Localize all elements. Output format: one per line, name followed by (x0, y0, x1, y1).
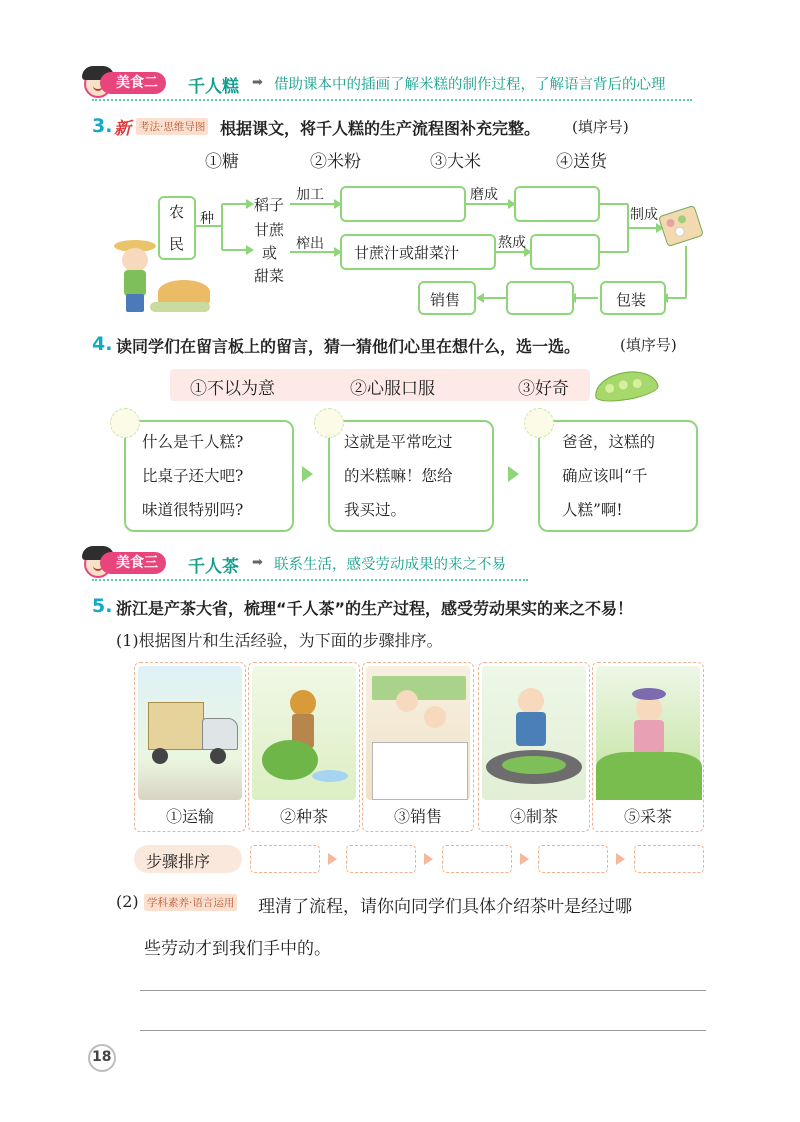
answer-line[interactable] (140, 990, 706, 991)
option-1: ①不以为意 (190, 379, 275, 399)
section-badge: 美食二 (100, 72, 166, 94)
option-4: ④送货 (556, 152, 607, 172)
answer-line[interactable] (140, 1030, 706, 1031)
pin-icon (524, 408, 554, 438)
option-3: ③好奇 (518, 379, 569, 399)
picture-planting (248, 662, 360, 832)
arrow-right-icon (508, 466, 519, 482)
message-line: 这就是平常吃过 (344, 433, 453, 451)
picture-making (478, 662, 590, 832)
option-1: ①糖 (205, 152, 239, 172)
picture-caption: ③销售 (393, 807, 442, 826)
literacy-tag: 学科素养·语言运用 (144, 894, 237, 911)
step-answer-box[interactable] (346, 845, 416, 873)
farmer-label: 农 (169, 203, 185, 221)
question-number: 5. (92, 595, 113, 617)
rice-label: 稻子 (254, 196, 285, 214)
message-line: 味道很特别吗? (142, 501, 244, 519)
arrow-right-icon: ➡ (252, 75, 263, 90)
question-hint: (填序号) (572, 118, 629, 136)
farmer-illustration (110, 240, 210, 316)
arrow-right-icon (302, 466, 313, 482)
process-label: 加工 (296, 187, 324, 203)
message-line: 比桌子还大吧? (142, 467, 244, 485)
question-number: 4. (92, 333, 113, 355)
question-text: 读同学们在留言板上的留言，猜一猜他们心里在想什么，选一选。 (116, 337, 581, 356)
picture-caption: ⑤采茶 (623, 807, 672, 826)
section-title: 千人糕 (188, 77, 239, 97)
new-tag: 新 (114, 119, 131, 139)
step-answer-box[interactable] (442, 845, 512, 873)
section-badge: 美食三 (100, 552, 166, 574)
step-answer-box[interactable] (538, 845, 608, 873)
message-line: 人糕”啊! (562, 501, 623, 519)
arrow-right-icon (616, 853, 625, 865)
message-line: 的米糕嘛！您给 (344, 467, 453, 485)
section-description: 借助课本中的插画了解米糕的制作过程，了解语言背后的心理 (274, 77, 666, 93)
option-2: ②心服口服 (350, 379, 435, 399)
option-2: ②米粉 (310, 152, 361, 172)
plant-label: 种 (200, 211, 214, 227)
pin-icon (314, 408, 344, 438)
question-text: 根据课文，将千人糕的生产流程图补充完整。 (220, 119, 541, 138)
method-tag: 考法·思维导图 (136, 118, 208, 135)
cane-label: 甜菜 (254, 267, 285, 285)
grind-label: 磨成 (470, 187, 498, 203)
page-number: 18 (92, 1049, 112, 1065)
question-text: 浙江是产茶大省，梳理“千人茶”的生产过程，感受劳动果实的来之不易！ (116, 599, 634, 618)
option-3: ③大米 (430, 152, 481, 172)
sub-question: (1)根据图片和生活经验，为下面的步骤排序。 (116, 631, 443, 650)
sub-question-number: (2) (116, 892, 139, 911)
arrow-right-icon (520, 853, 529, 865)
picture-caption: ④制茶 (509, 807, 558, 826)
picture-caption: ②种茶 (279, 807, 328, 826)
message-line: 什么是千人糕? (142, 433, 244, 451)
cane-label: 或 (262, 244, 278, 262)
arrow-right-icon (328, 853, 337, 865)
section-title: 千人茶 (188, 557, 239, 577)
section-description: 联系生活，感受劳动成果的来之不易 (274, 557, 506, 573)
step-label: 步骤排序 (146, 852, 211, 871)
make-label: 制成 (630, 207, 658, 223)
answer-box[interactable] (340, 186, 466, 222)
squeeze-label: 榨出 (296, 236, 324, 252)
pin-icon (110, 408, 140, 438)
cane-label: 甘蔗 (254, 221, 285, 239)
message-line: 确应该叫“千 (562, 467, 648, 485)
arrow-right-icon: ➡ (252, 555, 263, 570)
question-hint: (填序号) (620, 336, 677, 354)
picture-caption: ①运输 (165, 807, 214, 826)
sub-question-text: 些劳动才到我们手中的。 (144, 939, 331, 959)
sell-label: 销售 (430, 291, 461, 309)
arrow-right-icon (424, 853, 433, 865)
dotted-divider (92, 579, 528, 581)
message-line: 我买过。 (344, 501, 407, 519)
question-number: 3. (92, 115, 113, 137)
pea-pod-icon (592, 367, 660, 406)
step-answer-box[interactable] (634, 845, 704, 873)
answer-box[interactable] (514, 186, 600, 222)
juice-label: 甘蔗汁或甜菜汁 (354, 244, 460, 262)
farmer-label: 民 (169, 235, 185, 253)
picture-selling (362, 662, 474, 832)
answer-box[interactable] (506, 281, 574, 315)
sub-question-text: 理清了流程，请你向同学们具体介绍茶叶是经过哪 (258, 897, 632, 917)
message-line: 爸爸，这糕的 (562, 433, 656, 451)
answer-box[interactable] (530, 234, 600, 270)
picture-transport (134, 662, 246, 832)
pack-label: 包装 (616, 291, 647, 309)
step-answer-box[interactable] (250, 845, 320, 873)
boil-label: 熬成 (498, 235, 526, 251)
picture-picking (592, 662, 704, 832)
